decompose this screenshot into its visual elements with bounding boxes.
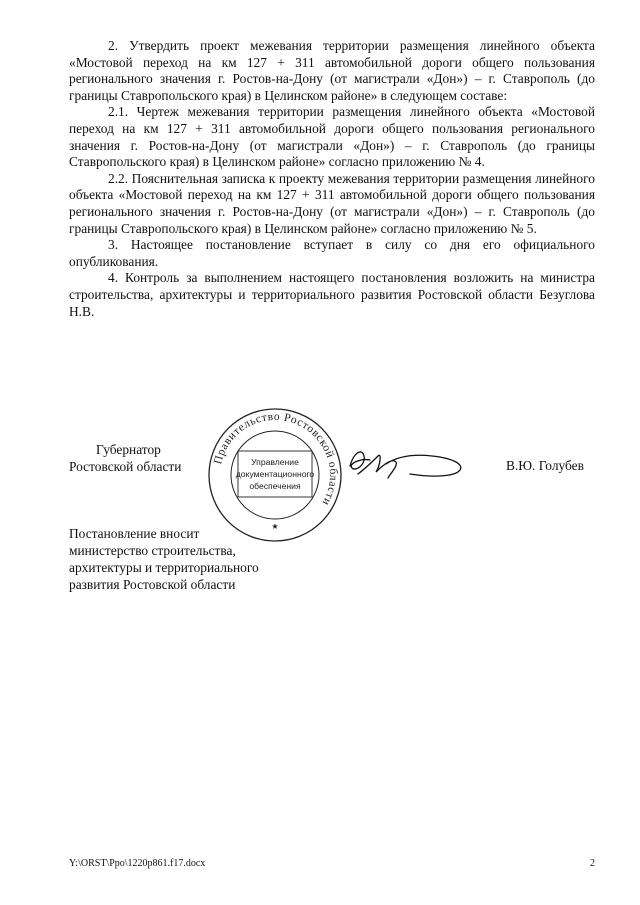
submitted-by-line1: Постановление вносит <box>69 526 200 541</box>
submitted-by-line4: развития Ростовской области <box>69 577 236 592</box>
submitted-by-note <box>69 525 259 593</box>
official-seal <box>205 405 345 545</box>
paragraph-item-4: 4. Контроль за выполнением настоящего постановления возложить на министра строительства, архитектуры и территориального развития Ростовской области Безуглова Н.В. <box>69 270 595 319</box>
seal-inner-line2: документационного <box>235 469 315 479</box>
svg-text:★: ★ <box>271 522 279 531</box>
signatory-position: Губернатор <box>96 442 161 457</box>
submitted-by-line3: архитектуры и территориального <box>69 560 259 575</box>
svg-text:Правительство Ростовской облас: Правительство Ростовской области <box>212 410 340 508</box>
paragraph-item-3: 3. Настоящее постановление вступает в силу со дня его официального опубликования. <box>69 237 595 269</box>
paragraph-item-2-1: 2.1. Чертеж межевания территории размещения линейного объекта «Мостовой переход на км 127 + 311 автомобильной дороги общего пользования регионального значения г. Ростов-на-Дону (от магистрали «Дон») – г. Ставрополь (до границы Ставропольского края) в Целинском районе» согласно приложению № 4. <box>69 104 595 170</box>
paragraph-item-2: 2. Утвердить проект межевания территории размещения линейного объекта «Мостовой переход на км 127 + 311 автомобильной дороги общего пользования регионального значения г. Ростов-на-Дону (от магистрали «Дон») – г. Ставрополь (до границы Ставропольского края) в Целинском районе» в следующем составе: <box>69 38 595 103</box>
signatory-name: В.Ю. Голубев <box>506 458 584 473</box>
paragraph-item-2-2: 2.2. Пояснительная записка к проекту межевания территории размещения линейного объекта «Мостовой переход на км 127 + 311 автомобильной дороги общего пользования регионального значения г. Ростов-на-Дону (от магистрали «Дон») – г. Ставрополь (до границы Ставропольского края) в Целинском районе» согласно приложению № 5. <box>69 170 595 236</box>
signatory-region: Ростовской области <box>69 459 182 474</box>
resolution-body <box>69 38 595 320</box>
page-number: 2 <box>590 858 595 869</box>
seal-inner-line1: Управление <box>251 457 299 467</box>
seal-inner-line3: обеспечения <box>249 481 301 491</box>
signatory-title <box>69 441 181 475</box>
footer-file-path: Y:\ORST\Ppo\1220p861.f17.docx <box>69 858 206 869</box>
submitted-by-line2: министерство строительства, <box>69 543 236 558</box>
handwritten-signature <box>340 438 470 488</box>
